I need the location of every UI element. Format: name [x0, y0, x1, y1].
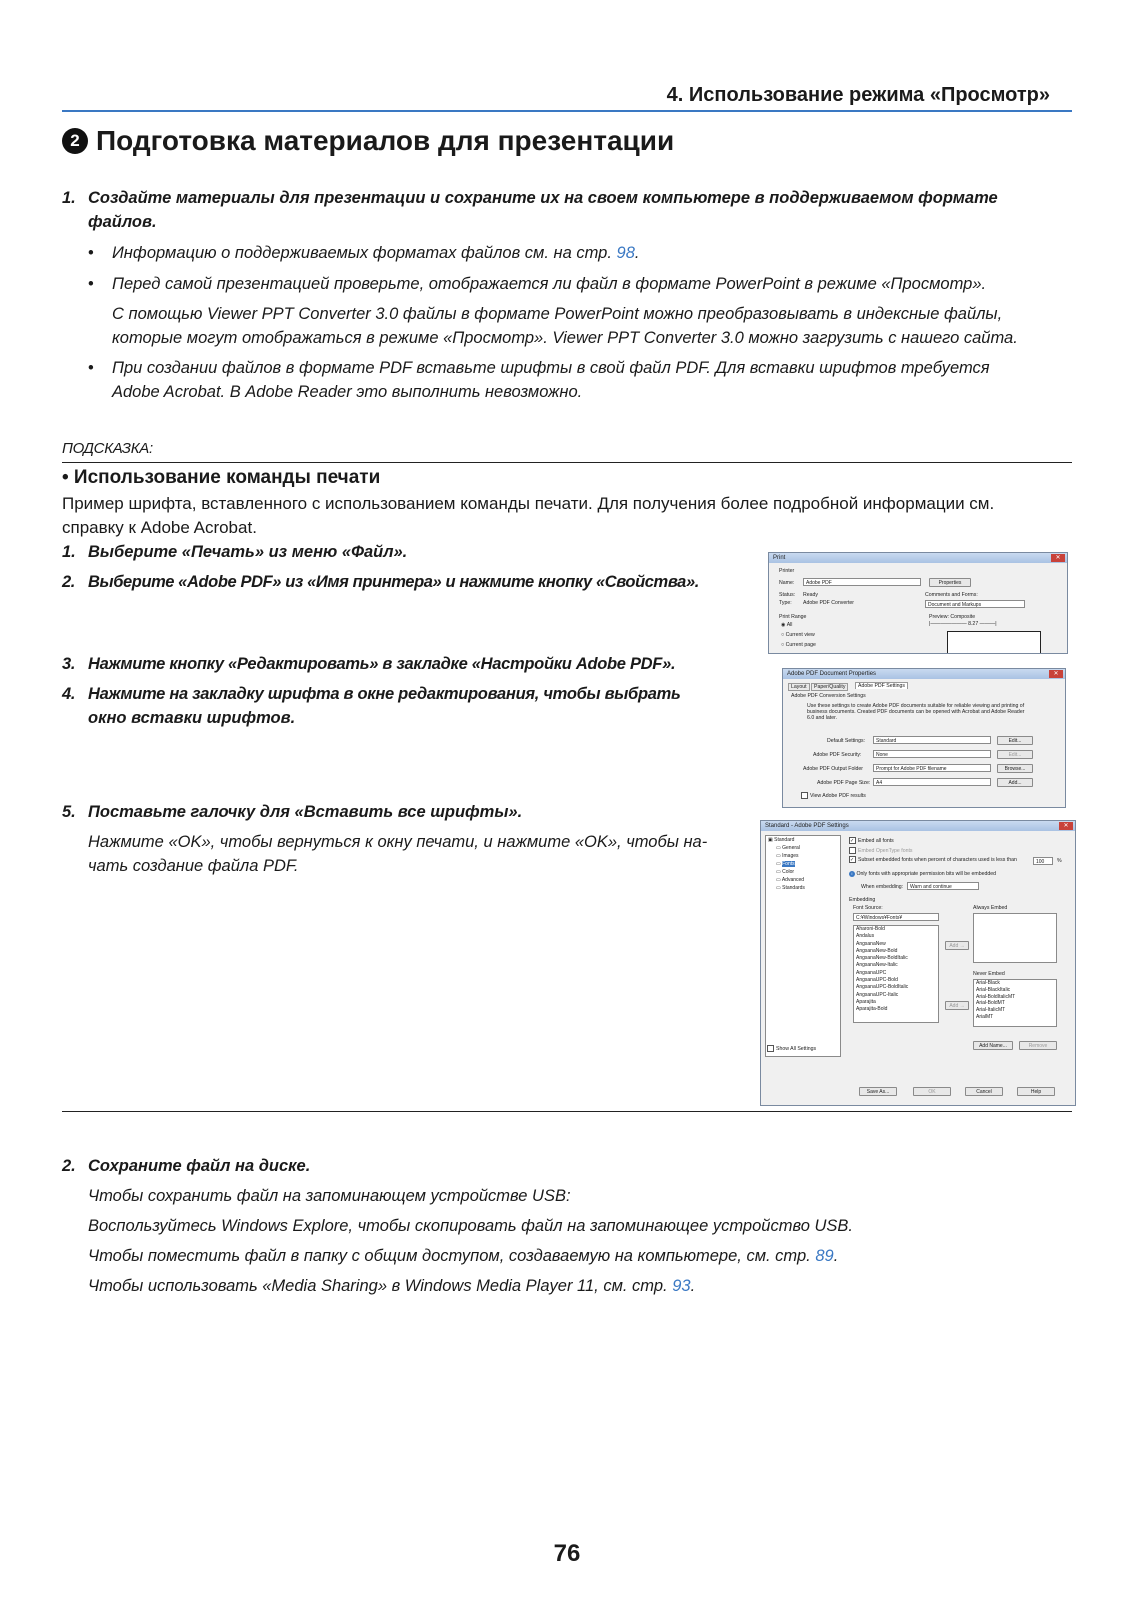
- properties-button[interactable]: Properties: [929, 578, 971, 587]
- subset-label: Subset embedded fonts when percent of characters used is less than: [858, 856, 1017, 863]
- tree-item-label: Fonts: [782, 861, 795, 867]
- view-results-checkbox[interactable]: [801, 792, 866, 799]
- hint-step4-line2: окно вставки шрифтов.: [88, 709, 296, 727]
- show-all-settings-checkbox[interactable]: [767, 1045, 816, 1052]
- tree-item-general[interactable]: ▭ General: [776, 845, 800, 851]
- print-dialog-titlebar: [769, 553, 1067, 563]
- bullet1-text: Информацию о поддерживаемых форматах файлов см. на стр.: [112, 244, 617, 262]
- hint-step5-desc1: Нажмите «OK», чтобы вернуться к окну печати, и нажмите «OK», чтобы на-: [88, 833, 708, 851]
- step2-heading: [62, 1154, 310, 1178]
- range-all-label: All: [786, 622, 793, 628]
- font-item[interactable]: Aparajita-Bold: [856, 1006, 888, 1013]
- permission-info: [849, 871, 996, 877]
- printer-name-label: Name:: [779, 580, 795, 586]
- font-source-label: Font Source:: [853, 905, 883, 911]
- page-size-select[interactable]: A4: [873, 778, 991, 786]
- hint-step1: 1. Выберите «Печать» из меню «Файл».: [62, 543, 408, 561]
- font-item[interactable]: Aharoni-Bold: [856, 926, 885, 932]
- settings-tree: [765, 835, 841, 1057]
- pdf-properties-title: Adobe PDF Document Properties: [787, 671, 877, 677]
- remove-button[interactable]: Remove: [1019, 1041, 1057, 1050]
- header-rule: [62, 110, 1072, 112]
- step1-bullet2-cont2: которые могут отображаться в режиме «Просмотр». Viewer PPT Converter 3.0 можно загрузить с нашего сайта.: [112, 329, 1018, 347]
- step1-heading: [62, 186, 1062, 210]
- pdf-settings-titlebar: [761, 821, 1075, 831]
- page-link-98[interactable]: 98: [616, 244, 635, 262]
- step1-bullet2: • Перед самой презентацией проверьте, отображается ли файл в формате PowerPoint в режиме «Просмотр».: [88, 275, 987, 293]
- conversion-settings-group: Adobe PDF Conversion Settings: [791, 693, 866, 699]
- pdf-properties-titlebar: [783, 669, 1065, 679]
- edit-security-button[interactable]: Edit...: [997, 750, 1033, 759]
- when-embedding-select[interactable]: Warn and continue: [907, 882, 979, 890]
- font-item[interactable]: AngsanaUPC: [856, 969, 887, 976]
- info-icon: i: [849, 871, 855, 877]
- bullet3-line1: При создании файлов в формате PDF вставьте шрифты в свой файл PDF. Для вставки шрифтов требуется: [112, 359, 990, 377]
- tree-item-color[interactable]: ▭ Color: [776, 869, 795, 875]
- font-item[interactable]: Arial-BlackItalic: [976, 986, 1011, 993]
- step2-line4-text: Чтобы использовать «Media Sharing» в Windows Media Player 11, см. стр.: [88, 1277, 673, 1295]
- cancel-button[interactable]: Cancel: [965, 1087, 1003, 1096]
- hint-label: ПОДСКАЗКА:: [62, 440, 153, 457]
- permission-text: Only fonts with appropriate permission bits will be embedded: [856, 871, 997, 877]
- never-embed-label: Never Embed: [973, 971, 1005, 977]
- hint-step2: 2. Выберите «Adobe PDF» из «Имя принтера» и нажмите кнопку «Свойства».: [62, 573, 699, 591]
- pdf-properties-screenshot: [782, 668, 1066, 808]
- tab-adobe-pdf-settings[interactable]: Adobe PDF Settings: [855, 682, 908, 689]
- range-current-view-radio[interactable]: ○ Current view: [781, 632, 815, 638]
- font-item[interactable]: AngsanaNew-Italic: [856, 962, 898, 969]
- preview-label: Preview: Composite: [929, 614, 976, 620]
- type-label: Type:: [779, 600, 792, 606]
- step1-bullet2-cont1: С помощью Viewer PPT Converter 3.0 файлы в формате PowerPoint можно преобразовывать в индексные файлы,: [112, 305, 1003, 323]
- tree-item-advanced[interactable]: ▭ Advanced: [776, 877, 805, 883]
- font-item[interactable]: Arial-Black: [976, 980, 1000, 986]
- never-embed-list[interactable]: [973, 979, 1057, 1027]
- default-settings-select[interactable]: Standard: [873, 736, 991, 744]
- help-button[interactable]: Help: [1017, 1087, 1055, 1096]
- font-item[interactable]: AngsanaNew: [856, 940, 886, 947]
- subset-percent-input[interactable]: 100: [1033, 857, 1053, 865]
- page-number: 76: [553, 1540, 581, 1567]
- subset-unit: %: [1057, 858, 1062, 864]
- embed-all-label: Embed all fonts: [858, 837, 894, 844]
- step2-title: Сохраните файл на диске.: [88, 1157, 311, 1175]
- output-folder-select[interactable]: Prompt for Adobe PDF filename: [873, 764, 991, 772]
- step2-line3-text: Чтобы поместить файл в папку с общим доступом, создаваемую на компьютере, см. стр.: [88, 1247, 816, 1265]
- when-embedding-label: When embedding:: [861, 884, 904, 890]
- step2-line2: Воспользуйтесь Windows Explore, чтобы скопировать файл на запоминающее устройство USB.: [88, 1217, 853, 1235]
- step2-line1: Чтобы сохранить файл на запоминающем устройстве USB:: [88, 1187, 571, 1205]
- hint-step1-text: Выберите «Печать» из меню «Файл».: [88, 543, 408, 561]
- comments-select[interactable]: Document and Markups: [925, 600, 1025, 608]
- status-value: Ready: [803, 592, 818, 598]
- step1-line1: Создайте материалы для презентации и сохраните их на своем компьютере в поддерживаемом формате: [88, 189, 998, 207]
- font-item[interactable]: Andalus: [856, 933, 875, 940]
- hint-step4-text: Нажмите на закладку шрифта в окне редактирования, чтобы выбрать: [88, 685, 681, 703]
- range-current-page-label: Current page: [785, 642, 816, 648]
- tree-item-standard[interactable]: ▣ Standard: [768, 837, 795, 843]
- type-value: Adobe PDF Converter: [803, 600, 855, 606]
- hint-desc-line1: Пример шрифта, вставленного с использованием команды печати. Для получения более подробной информации см.: [62, 494, 995, 513]
- section-header: 4. Использование режима «Просмотр»: [666, 84, 1050, 106]
- font-item[interactable]: AngsanaUPC-Bold: [856, 977, 898, 984]
- tree-item-label: Standard: [774, 837, 795, 843]
- tree-item-images[interactable]: ▭ Images: [776, 853, 799, 859]
- range-current-view-label: Current view: [785, 632, 815, 638]
- print-range-label: Print Range: [779, 614, 807, 620]
- font-source-select[interactable]: C:¥Windows¥Fonts¥: [853, 913, 939, 921]
- preview-width: 8.27: [968, 621, 979, 627]
- add-page-size-button[interactable]: Add...: [997, 778, 1033, 787]
- step1-number: 1.: [62, 189, 76, 207]
- font-item[interactable]: AngsanaNew-Bold: [856, 947, 898, 954]
- status-label: Status:: [779, 592, 796, 598]
- hint-step3: 3. Нажмите кнопку «Редактировать» в закладке «Настройки Adobe PDF».: [62, 655, 676, 673]
- close-icon[interactable]: ✕: [1049, 670, 1063, 678]
- page-link-89[interactable]: 89: [815, 1247, 834, 1265]
- printer-name-select[interactable]: Adobe PDF: [803, 578, 921, 586]
- subset-checkbox[interactable]: ✓ Subset embedded fonts when percent of characters used is less than: [850, 856, 1017, 863]
- step1-bullet1: • Информацию о поддерживаемых форматах файлов см. на стр. 98.: [88, 244, 640, 262]
- font-item[interactable]: Arial-BoldMT: [976, 1000, 1005, 1007]
- show-all-label: Show All Settings: [776, 1045, 817, 1052]
- add-always-embed-button[interactable]: Add →: [945, 941, 969, 950]
- tree-item-standards[interactable]: ▭ Standards: [776, 885, 805, 891]
- font-item[interactable]: Arial-BoldItalicMT: [976, 993, 1016, 1000]
- hint-end-rule: [62, 1111, 1072, 1112]
- step1-line2: файлов.: [88, 213, 157, 231]
- tree-item-label: Color: [782, 869, 795, 875]
- page-size-label: Adobe PDF Page Size:: [817, 780, 871, 786]
- preview-page: [947, 631, 1041, 654]
- preview-ruler: |——————— 8.27 ———|: [929, 621, 997, 627]
- ok-button[interactable]: OK: [913, 1087, 951, 1096]
- step2-line4: Чтобы использовать «Media Sharing» в Windows Media Player 11, см. стр. 93.: [88, 1277, 696, 1295]
- hint-step4: 4. Нажмите на закладку шрифта в окне редактирования, чтобы выбрать: [62, 685, 681, 703]
- hint-rule: [62, 462, 1072, 463]
- browse-button[interactable]: Browse...: [997, 764, 1033, 773]
- hint-step3-text: Нажмите кнопку «Редактировать» в закладке «Настройки Adobe PDF».: [88, 655, 676, 673]
- output-folder-label: Adobe PDF Output Folder: [803, 766, 863, 772]
- hint-desc-line2: справку к Adobe Acrobat.: [62, 518, 257, 537]
- pdf-settings-title: Standard - Adobe PDF Settings: [765, 823, 849, 829]
- add-name-button[interactable]: Add Name...: [973, 1041, 1013, 1050]
- hint-step5-desc2: чать создание файла PDF.: [88, 857, 299, 875]
- font-item[interactable]: AngsanaUPC-Italic: [856, 991, 899, 998]
- save-as-button[interactable]: Save As...: [859, 1087, 897, 1096]
- always-embed-list[interactable]: [973, 913, 1057, 963]
- title-text: Подготовка материалов для презентации: [96, 125, 675, 156]
- font-item[interactable]: Arial-ItalicMT: [976, 1007, 1006, 1014]
- comments-label: Comments and Forms:: [925, 592, 978, 598]
- range-current-page-radio[interactable]: ○ Current page: [781, 642, 816, 648]
- title-number-badge: 2: [62, 128, 88, 154]
- settings-description: Use these settings to create Adobe PDF documents suitable for reliable viewing and printing of business documents. Created PDF documents can be opened with Acrobat and Adobe Reader 6.0 and later.: [807, 703, 1025, 721]
- step1-bullet3-line2: Adobe Acrobat. В Adobe Reader это выполнить невозможно.: [112, 383, 583, 401]
- pdf-settings-screenshot: [760, 820, 1076, 1106]
- close-icon[interactable]: ✕: [1059, 822, 1073, 830]
- embed-opentype-checkbox[interactable]: [849, 847, 913, 854]
- add-never-embed-button[interactable]: Add →: [945, 1001, 969, 1010]
- print-dialog-title: Print: [773, 555, 786, 561]
- tree-item-label: Advanced: [781, 877, 805, 883]
- font-item[interactable]: AngsanaUPC-BoldItalic: [856, 984, 909, 991]
- tree-item-label: Images: [782, 853, 799, 859]
- tab-layout[interactable]: Layout: [788, 683, 810, 691]
- print-dialog-screenshot: [768, 552, 1068, 654]
- tree-item-label: Standards: [782, 885, 805, 891]
- range-all-radio[interactable]: ◉ All: [781, 622, 793, 628]
- font-item[interactable]: ArialMT: [976, 1013, 994, 1020]
- default-settings-label: Default Settings:: [827, 738, 866, 744]
- printer-group-label: Printer: [779, 568, 795, 574]
- step2-number: 2.: [62, 1157, 76, 1175]
- page-link-93[interactable]: 93: [672, 1277, 691, 1295]
- bullet2-text: Перед самой презентацией проверьте, отображается ли файл в формате PowerPoint в режиме «Просмотр».: [112, 275, 987, 293]
- tree-item-fonts[interactable]: ▭ Fonts: [776, 861, 795, 867]
- hint-step5: 5. Поставьте галочку для «Вставить все шрифты».: [62, 803, 523, 821]
- step2-line3: Чтобы поместить файл в папку с общим доступом, создаваемую на компьютере, см. стр. 89.: [88, 1247, 839, 1265]
- font-list[interactable]: [853, 925, 939, 1023]
- hint-title: • Использование команды печати: [62, 467, 381, 488]
- security-select[interactable]: None: [873, 750, 991, 758]
- view-results-label: View Adobe PDF results: [810, 792, 866, 799]
- embed-opentype-label: Embed OpenType fonts: [858, 847, 913, 854]
- hint-step2-text: Выберите «Adobe PDF» из «Имя принтера» и нажмите кнопку «Свойства».: [88, 573, 699, 591]
- embed-all-checkbox[interactable]: ✓ Embed all fonts: [850, 837, 894, 844]
- embedding-group-label: Embedding: [849, 897, 876, 903]
- tab-paper-quality[interactable]: Paper/Quality: [811, 683, 848, 691]
- edit-button[interactable]: Edit...: [997, 736, 1033, 745]
- step1-bullet3: • При создании файлов в формате PDF вставьте шрифты в свой файл PDF. Для вставки шрифтов требуется: [88, 359, 990, 377]
- font-item[interactable]: Aparajita: [856, 998, 876, 1005]
- font-item[interactable]: AngsanaNew-BoldItalic: [856, 955, 908, 962]
- security-label: Adobe PDF Security:: [813, 752, 862, 758]
- tree-item-label: General: [782, 845, 800, 851]
- page-title: [62, 125, 674, 157]
- always-embed-label: Always Embed: [973, 905, 1008, 911]
- hint-step5-text: Поставьте галочку для «Вставить все шрифты».: [88, 803, 523, 821]
- close-icon[interactable]: ✕: [1051, 554, 1065, 562]
